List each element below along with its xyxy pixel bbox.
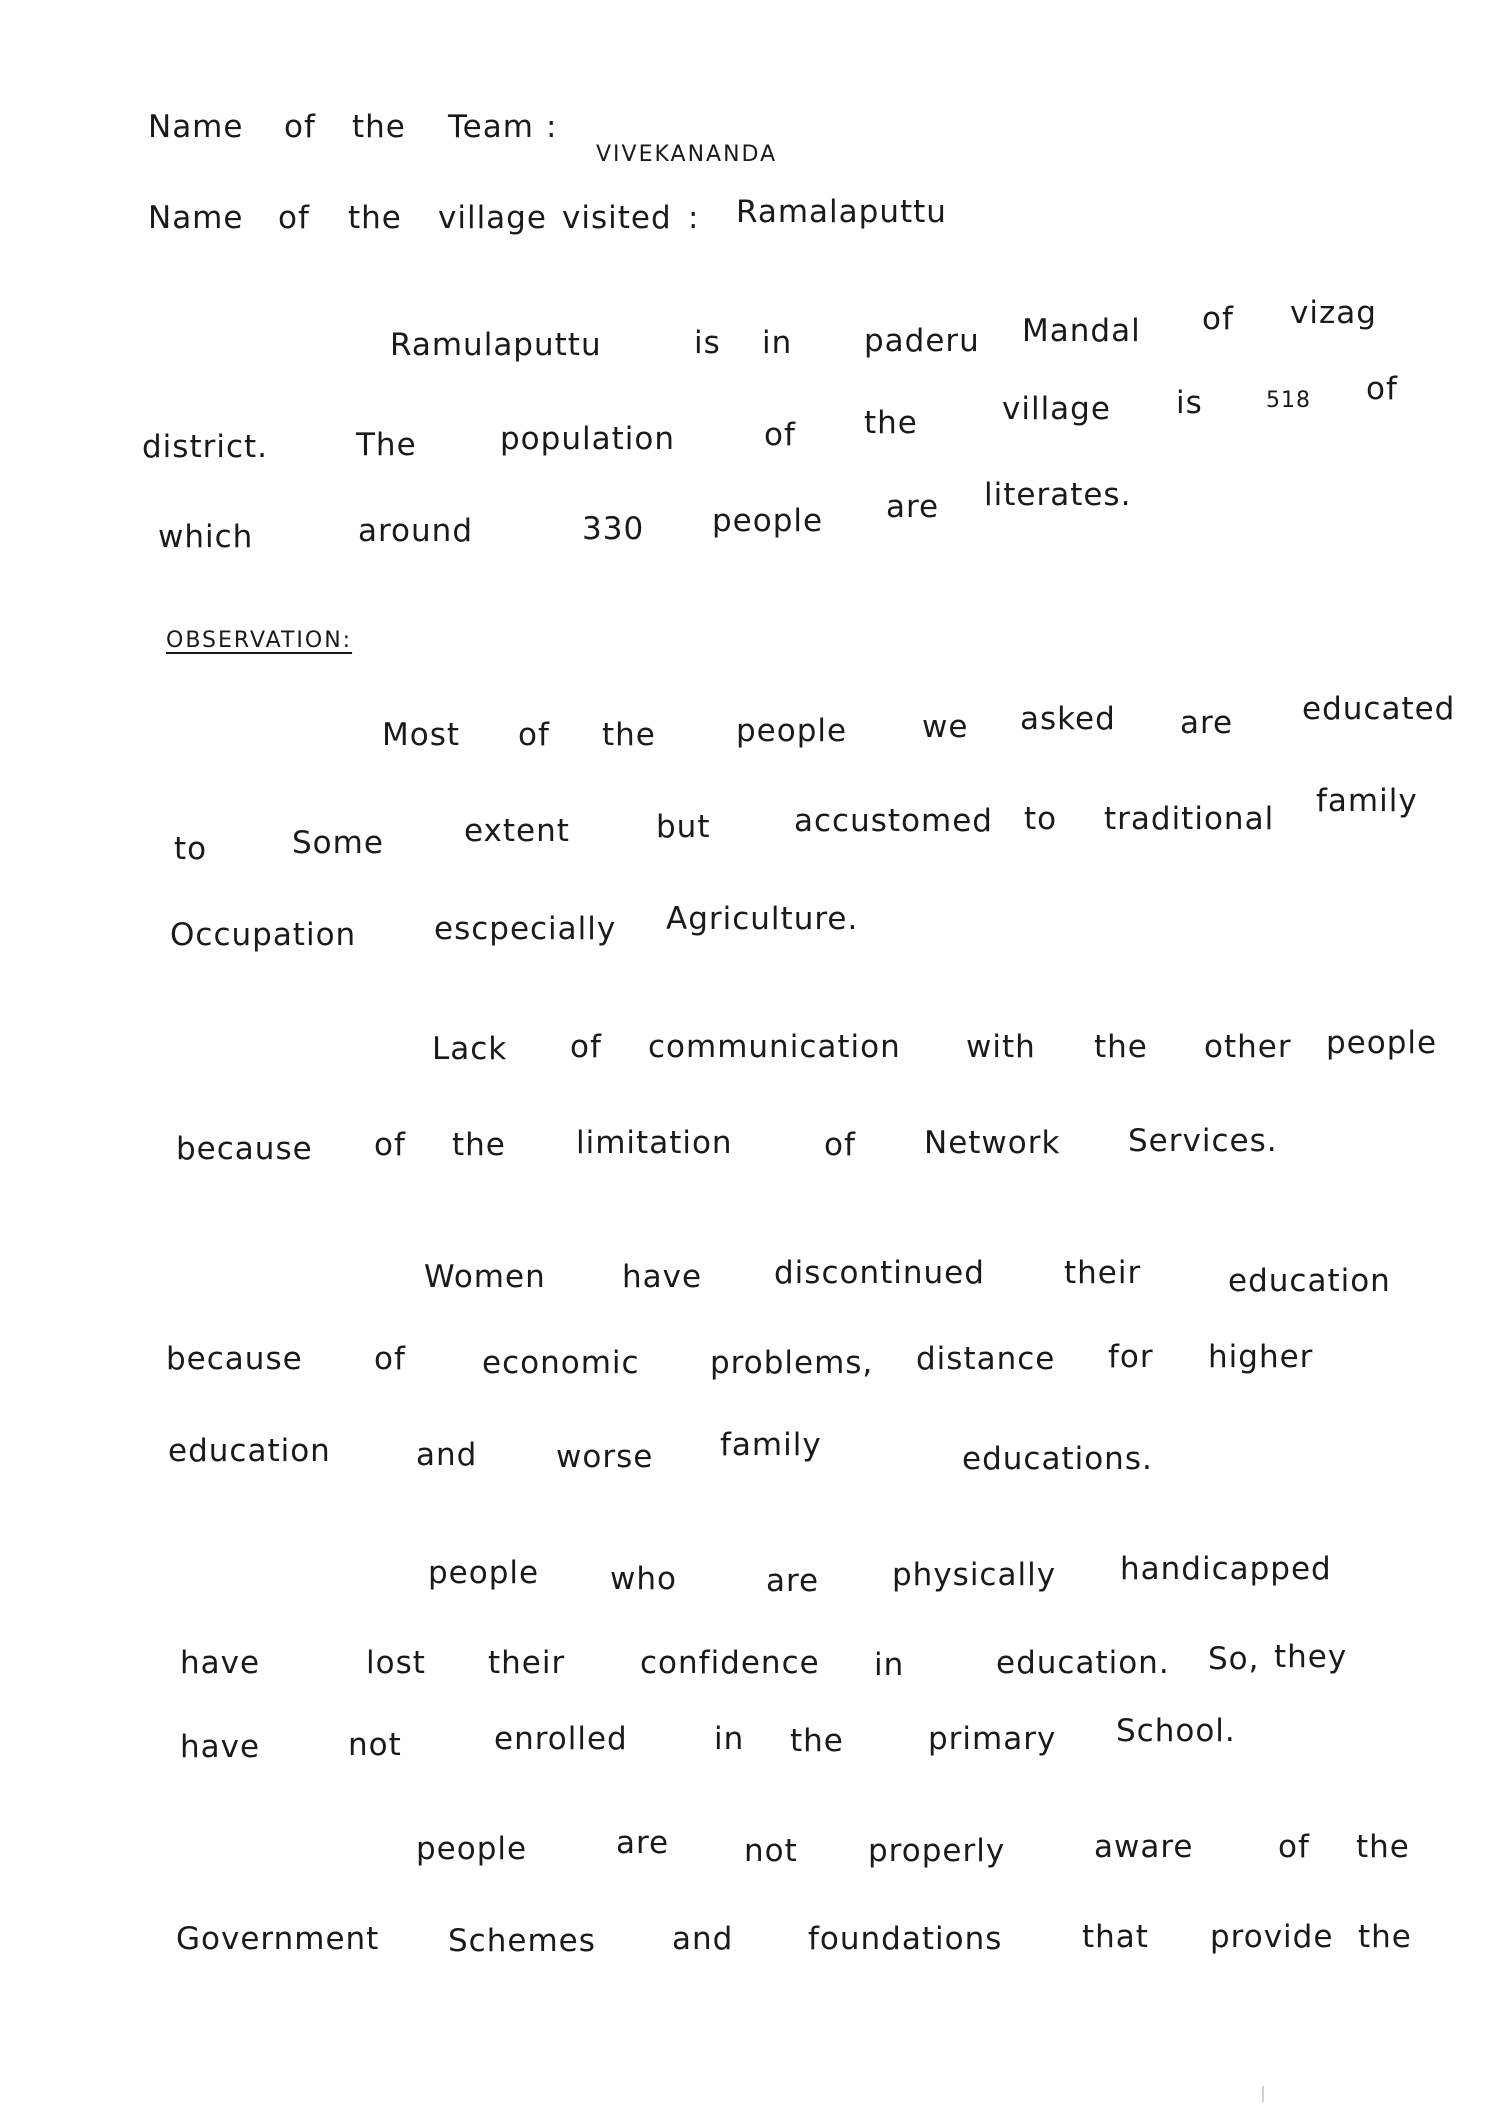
word: visited [562, 200, 672, 236]
team-name-value: VIVEKANANDA [596, 142, 778, 167]
word: we [922, 709, 969, 745]
word: higher [1208, 1339, 1314, 1375]
word: the [452, 1127, 506, 1163]
word: education [1228, 1263, 1391, 1299]
word: of [824, 1127, 856, 1163]
word: their [1064, 1255, 1142, 1291]
word: not [348, 1727, 402, 1763]
word: have [180, 1645, 261, 1681]
word: village [438, 200, 547, 236]
village-line [0, 194, 1500, 273]
word: of [1366, 371, 1398, 407]
word: other [1204, 1029, 1292, 1065]
word: who [610, 1561, 677, 1597]
word: population [500, 421, 675, 457]
word: the [1094, 1029, 1148, 1065]
word: distance [916, 1341, 1056, 1377]
word: the [602, 717, 656, 753]
text-line [0, 1339, 1500, 1412]
text-line [0, 783, 1500, 886]
word: aware [1094, 1829, 1194, 1865]
text-line [0, 1639, 1500, 1716]
word: the [790, 1723, 844, 1759]
text-line [0, 1255, 1500, 1332]
word: Schemes [448, 1923, 596, 1959]
word: Name [148, 200, 244, 236]
team-line [0, 109, 1500, 182]
text-line [0, 371, 1500, 500]
word: Network [924, 1125, 1061, 1161]
word: people [1326, 1025, 1438, 1061]
word: Government [176, 1921, 380, 1957]
text-line [0, 477, 1500, 586]
word: properly [868, 1833, 1006, 1869]
word: 330 [582, 511, 645, 547]
word: because [176, 1131, 313, 1167]
word: the [864, 405, 918, 441]
word: their [488, 1645, 566, 1681]
word: primary [928, 1721, 1057, 1757]
word: accustomed [794, 803, 993, 839]
text-line [0, 901, 1500, 984]
village-name-value: Ramalaputtu [736, 194, 947, 230]
word: limitation [576, 1125, 733, 1161]
word: but [656, 809, 711, 845]
word: the [1358, 1919, 1412, 1955]
word: the [1356, 1829, 1410, 1865]
word: is [1176, 385, 1203, 421]
word: Most [382, 717, 461, 753]
word: education. [996, 1645, 1170, 1681]
word: of [570, 1029, 602, 1065]
word: people [428, 1555, 540, 1591]
word: : [546, 109, 558, 145]
text-line [0, 691, 1500, 788]
word: of [374, 1127, 406, 1163]
paper-speck [1262, 2086, 1264, 2102]
word: and [416, 1437, 478, 1473]
word: provide [1210, 1919, 1334, 1955]
word: worse [556, 1439, 654, 1475]
word: people [736, 713, 848, 749]
word: Name [148, 109, 244, 145]
section-heading-line [0, 630, 1500, 700]
word: the [352, 109, 406, 145]
word: Agriculture. [666, 901, 859, 937]
word: in [874, 1647, 905, 1683]
word: confidence [640, 1645, 820, 1681]
word: that [1082, 1919, 1149, 1955]
word: Services. [1128, 1123, 1278, 1159]
word: in [714, 1721, 745, 1757]
word: because [166, 1341, 303, 1377]
observation-heading: OBSERVATION: [166, 628, 353, 653]
word: they [1274, 1639, 1348, 1675]
word: people [416, 1831, 528, 1867]
word: which [158, 519, 254, 555]
word: are [766, 1563, 820, 1599]
text-line [0, 1025, 1500, 1104]
word: are [1180, 705, 1234, 741]
word: problems, [710, 1345, 874, 1381]
word: handicapped [1120, 1551, 1332, 1587]
word: educations. [962, 1441, 1153, 1477]
word: Some [292, 825, 384, 861]
word: paderu [864, 323, 980, 359]
word: communication [648, 1029, 901, 1065]
word: the [348, 200, 402, 236]
word: of [1202, 301, 1234, 337]
word: The [356, 427, 417, 463]
word: not [744, 1833, 798, 1869]
word: escpecially [434, 911, 617, 947]
word: Women [424, 1259, 546, 1295]
word: village [1002, 391, 1111, 427]
word: asked [1020, 701, 1116, 737]
word: have [622, 1259, 703, 1295]
word: Ramulaputtu [390, 327, 602, 363]
text-line [0, 1825, 1500, 1904]
word: to [174, 831, 208, 867]
word: of [278, 200, 310, 236]
word: family [720, 1427, 822, 1463]
word: Lack [432, 1031, 508, 1067]
word: in [762, 325, 793, 361]
word: are [616, 1825, 670, 1861]
word: Mandal [1022, 313, 1141, 349]
word: : [688, 200, 700, 236]
word: have [180, 1729, 261, 1765]
word: are [886, 489, 940, 525]
word: traditional [1104, 801, 1275, 837]
word: vizag [1290, 295, 1377, 331]
word: for [1108, 1339, 1154, 1375]
word: 518 [1266, 388, 1311, 413]
word: School. [1116, 1713, 1236, 1749]
word: of [1278, 1829, 1310, 1865]
word: to [1024, 801, 1058, 837]
word: district. [142, 429, 269, 465]
word: Occupation [170, 917, 357, 953]
word: educated [1302, 691, 1456, 727]
word: economic [482, 1345, 640, 1381]
word: of [284, 109, 316, 145]
word: around [358, 513, 473, 549]
word: of [518, 717, 550, 753]
word: So, [1208, 1641, 1260, 1677]
text-line [0, 1919, 1500, 1994]
word: enrolled [494, 1721, 628, 1757]
word: family [1316, 783, 1418, 819]
word: of [374, 1341, 406, 1377]
word: of [764, 417, 796, 453]
word: with [966, 1029, 1036, 1065]
word: literates. [984, 477, 1132, 513]
word: foundations [808, 1921, 1003, 1957]
word: lost [366, 1645, 426, 1681]
text-line [0, 1713, 1500, 1792]
word: education [168, 1433, 331, 1469]
word: discontinued [774, 1255, 985, 1291]
word: is [694, 325, 721, 361]
word: extent [464, 813, 570, 849]
word: and [672, 1921, 734, 1957]
text-line [0, 1123, 1500, 1200]
word: Team [448, 109, 534, 145]
text-line [0, 1551, 1500, 1630]
word: physically [892, 1557, 1057, 1593]
text-line [0, 1427, 1500, 1502]
word: people [712, 503, 824, 539]
